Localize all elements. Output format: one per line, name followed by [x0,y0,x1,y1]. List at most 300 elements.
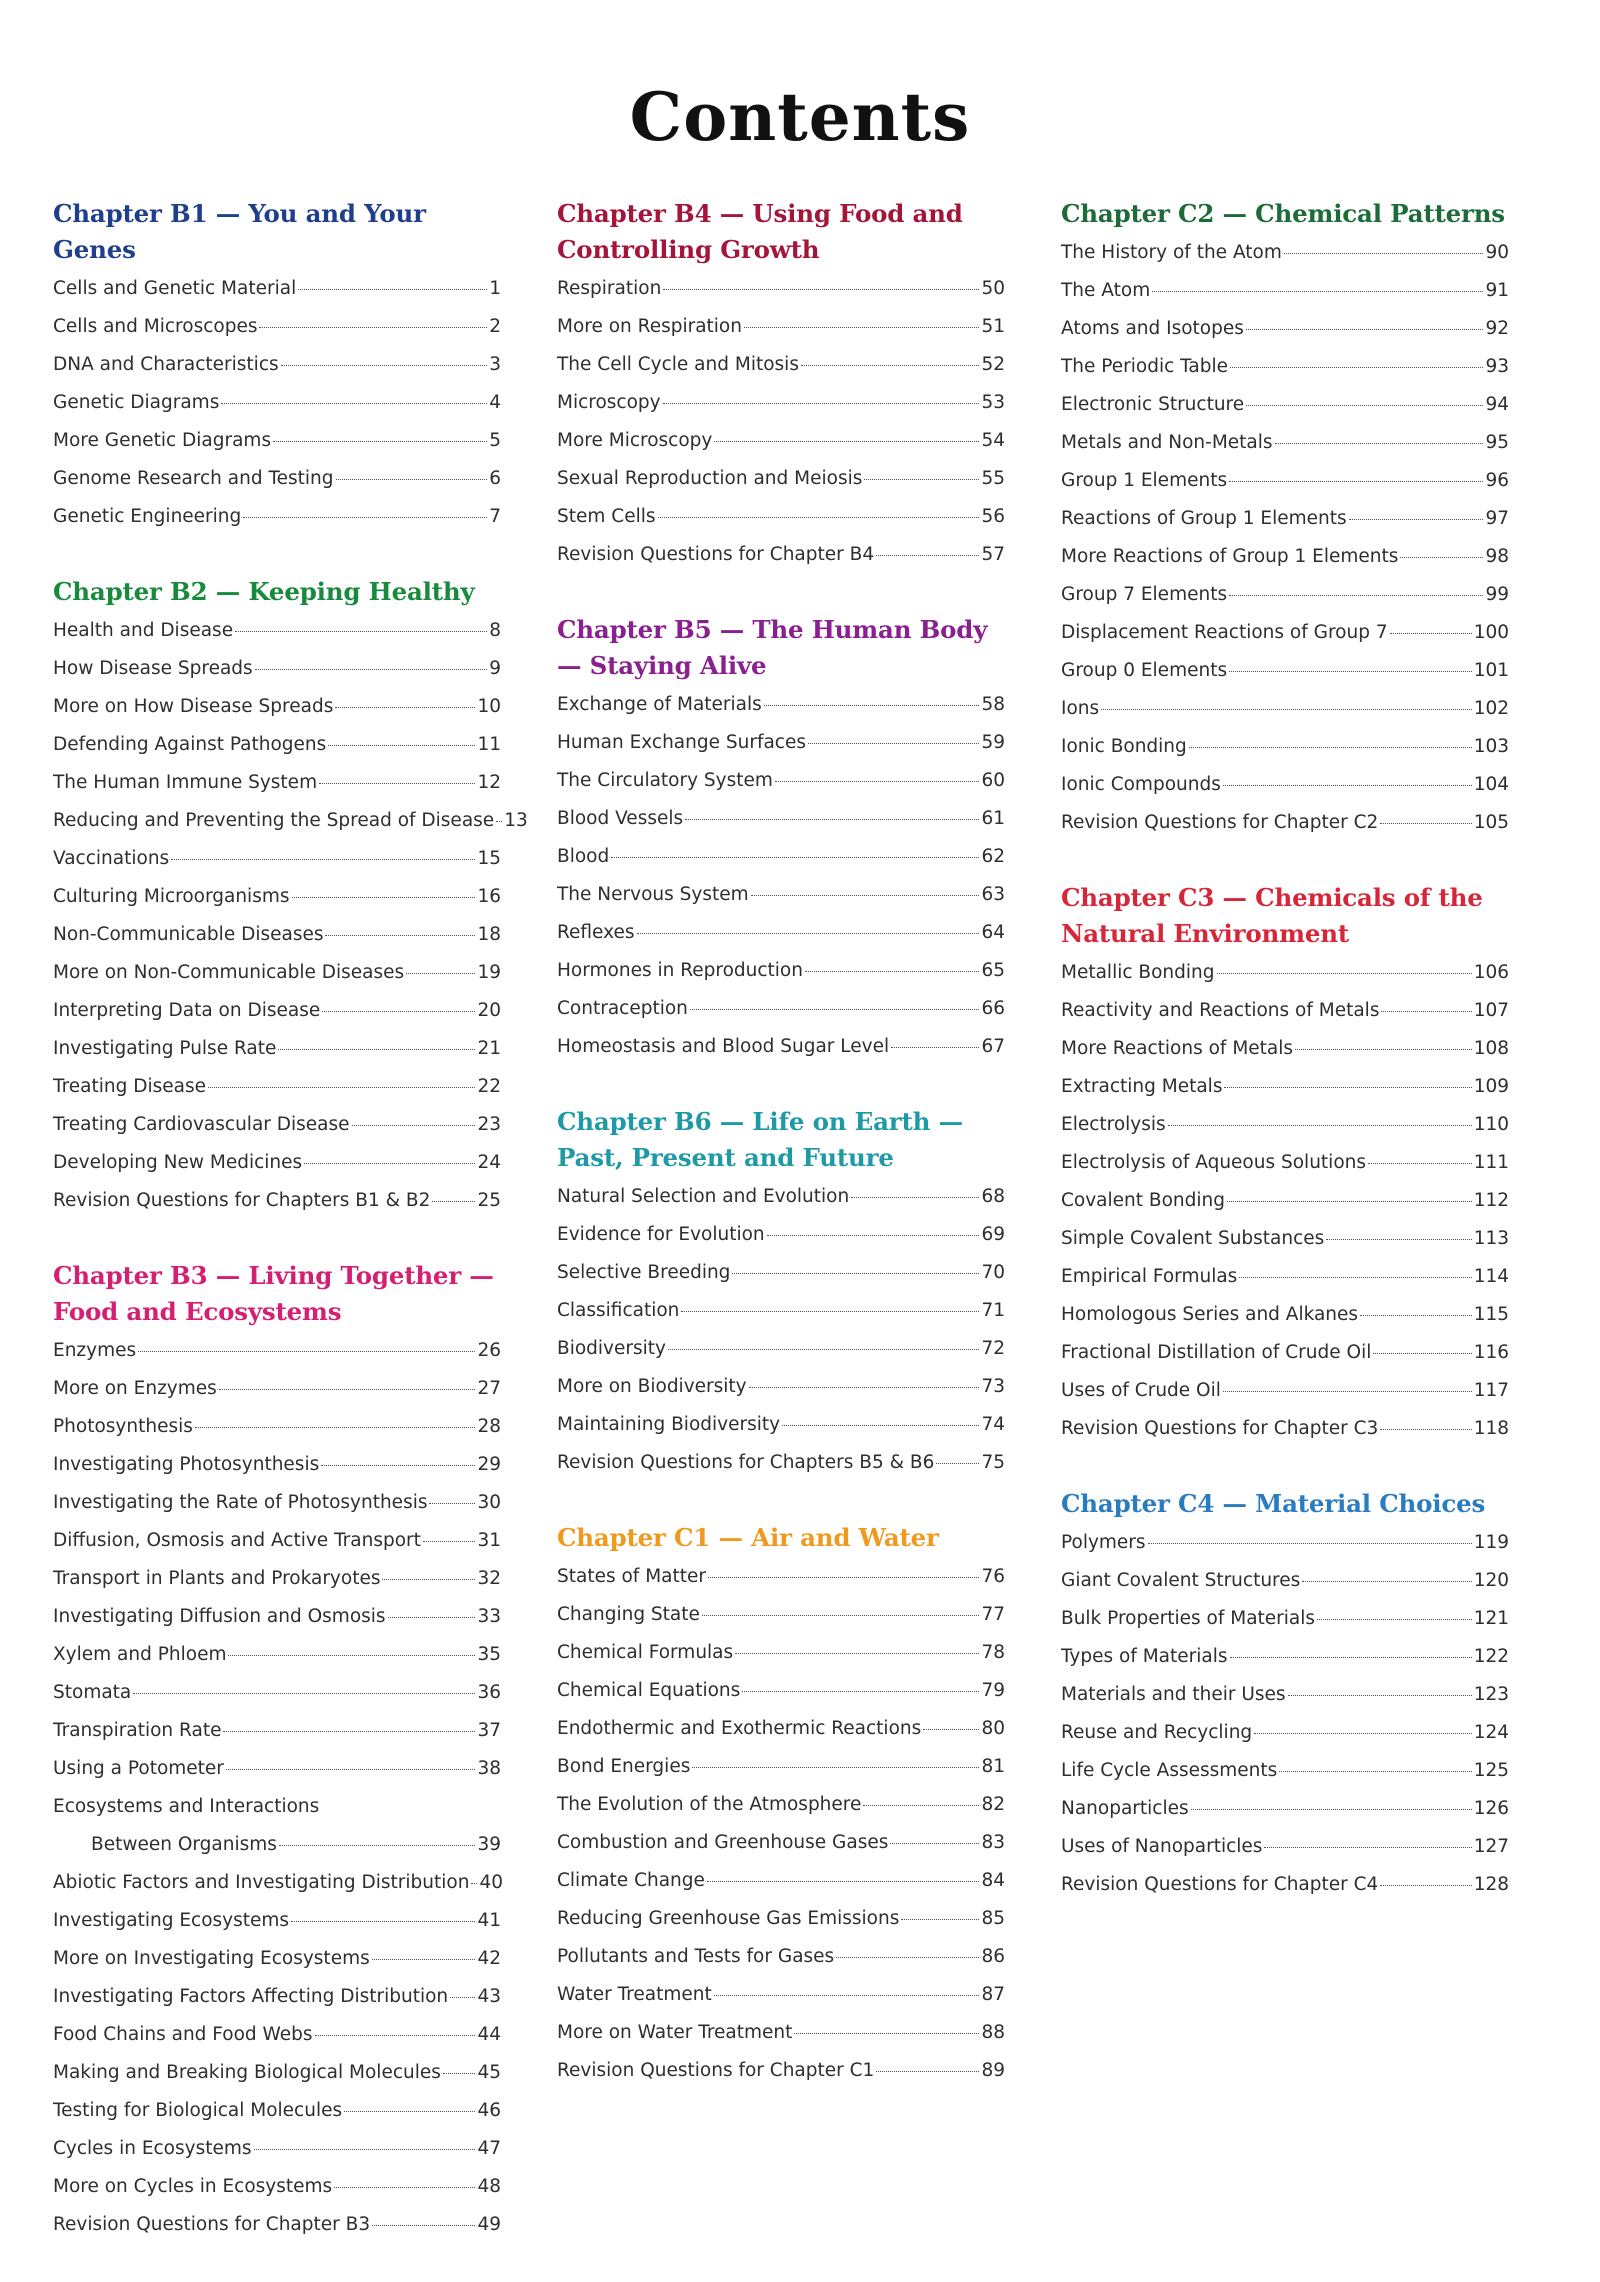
toc-entry-page: 77 [981,1604,1005,1625]
dot-leader [685,819,979,820]
toc-entry-title: Types of Materials [1061,1646,1228,1667]
toc-entry-page: 10 [477,696,501,717]
toc-entry[interactable] [557,1444,1005,1482]
dot-leader [1284,253,1484,254]
toc-entry-title: Covalent Bonding [1061,1190,1225,1211]
toc-entry[interactable] [1061,1562,1509,1600]
dot-leader [775,781,980,782]
toc-entry-title: Genome Research and Testing [53,468,334,489]
dot-leader [1223,785,1472,786]
page-title: Contents [629,78,971,156]
dot-leader [1368,1163,1472,1164]
toc-entry[interactable] [53,1446,501,1484]
toc-entry[interactable] [1061,1144,1509,1182]
toc-entry[interactable] [1061,1714,1509,1752]
toc-entry-page: 78 [981,1642,1005,1663]
dot-leader [1148,1543,1472,1544]
toc-entry[interactable] [1061,992,1509,1030]
toc-entry[interactable] [557,498,1005,536]
toc-entry[interactable] [53,1182,501,1220]
toc-entry[interactable] [53,1674,501,1712]
dot-leader [1360,1315,1472,1316]
toc-entry-page: 15 [477,848,501,869]
dot-leader [836,1957,979,1958]
toc-entry-title: Interpreting Data on Disease [53,1000,321,1021]
chapter-section [53,196,501,536]
toc-entry[interactable] [53,460,501,498]
dot-leader [923,1729,979,1730]
dot-leader [336,479,488,480]
toc-entry[interactable] [557,762,1005,800]
toc-entry[interactable] [557,422,1005,460]
toc-entry-page: 61 [981,808,1005,829]
toc-entry[interactable] [53,688,501,726]
toc-entry-page: 58 [981,694,1005,715]
toc-entry[interactable] [53,1788,501,1826]
toc-entry[interactable] [1061,1866,1509,1904]
toc-entry[interactable] [53,1408,501,1446]
toc-entry[interactable] [1061,1676,1509,1714]
toc-entry-title: Treating Cardiovascular Disease [53,1114,350,1135]
dot-leader [496,821,502,822]
toc-entry[interactable] [1061,1752,1509,1790]
dot-leader [372,1959,476,1960]
toc-entry[interactable] [53,2130,501,2168]
toc-entry[interactable] [53,1370,501,1408]
toc-entry[interactable] [53,270,501,308]
toc-entry[interactable] [1061,614,1509,652]
toc-entry[interactable] [53,1864,501,1902]
toc-entry[interactable] [1061,766,1509,804]
toc-entry[interactable] [53,954,501,992]
toc-entry[interactable] [53,2206,501,2244]
toc-entry[interactable] [1061,1106,1509,1144]
toc-entry-title: The Evolution of the Atmosphere [557,1794,862,1815]
toc-entry[interactable] [53,2054,501,2092]
toc-entry[interactable] [53,2168,501,2206]
toc-entry[interactable] [1061,1372,1509,1410]
toc-entry[interactable] [53,384,501,422]
dot-leader [1288,1695,1472,1696]
dot-leader [254,2149,476,2150]
toc-entry[interactable] [53,1712,501,1750]
toc-entry[interactable] [1061,1220,1509,1258]
toc-entry-page: 65 [981,960,1005,981]
toc-entry-title: Reactivity and Reactions of Metals [1061,1000,1380,1021]
toc-entry-title: Ionic Compounds [1061,774,1221,795]
toc-entry[interactable] [53,1940,501,1978]
toc-entry-page: 66 [981,998,1005,1019]
toc-entry-page: 41 [477,1910,501,1931]
toc-entry[interactable] [53,2016,501,2054]
dot-leader [876,555,979,556]
toc-entry-title: Metals and Non-Metals [1061,432,1273,453]
toc-entry-title: Selective Breeding [557,1262,731,1283]
toc-entry-title: Non-Communicable Diseases [53,924,324,945]
dot-leader [714,441,979,442]
toc-entry[interactable] [1061,652,1509,690]
toc-entry[interactable] [1061,1030,1509,1068]
toc-entry-title: Health and Disease [53,620,234,641]
toc-entry[interactable] [557,876,1005,914]
toc-entry[interactable] [53,612,501,650]
toc-entry-page: 47 [477,2138,501,2159]
dot-leader [292,897,476,898]
toc-entry-page: 97 [1485,508,1509,529]
dot-leader [681,1311,979,1312]
dot-leader [1380,1885,1471,1886]
toc-entry[interactable] [1061,234,1509,272]
dot-leader [851,1197,979,1198]
dot-leader [281,365,488,366]
toc-entry[interactable] [53,1332,501,1370]
toc-entry[interactable] [53,802,528,840]
toc-entry[interactable] [557,1216,1005,1254]
toc-entry[interactable] [557,1900,1005,1938]
toc-entry[interactable] [1061,1296,1509,1334]
toc-entry[interactable] [1061,462,1509,500]
toc-entry[interactable] [1061,1068,1509,1106]
toc-entry-title: More on Biodiversity [557,1376,747,1397]
toc-entry-title: Ecosystems and Interactions [53,1796,320,1817]
toc-entry[interactable] [53,1106,501,1144]
toc-entry-title: Investigating Ecosystems [53,1910,290,1931]
toc-entry-title: Life Cycle Assessments [1061,1760,1278,1781]
toc-entry[interactable] [53,1826,501,1864]
toc-entry-page: 56 [981,506,1005,527]
toc-entry-title: The History of the Atom [1061,242,1282,263]
dot-leader [278,1049,475,1050]
toc-entry[interactable] [53,1068,501,1106]
toc-entry-page: 62 [981,846,1005,867]
toc-entry-page: 69 [981,1224,1005,1245]
dot-leader [133,1693,475,1694]
toc-entry[interactable] [1061,1410,1509,1448]
toc-entry-page: 35 [477,1644,501,1665]
toc-entry[interactable] [1061,310,1509,348]
toc-entry-title: Investigating Pulse Rate [53,1038,277,1059]
toc-entry[interactable] [557,1558,1005,1596]
toc-entry-page: 113 [1473,1228,1509,1249]
toc-entry[interactable] [53,1560,501,1598]
toc-entry[interactable] [557,1786,1005,1824]
toc-entry-title: Fractional Distillation of Crude Oil [1061,1342,1372,1363]
toc-entry-title: The Periodic Table [1061,356,1229,377]
toc-entry-page: 50 [981,278,1005,299]
dot-leader [1302,1581,1471,1582]
dot-leader [328,745,475,746]
toc-entry-title: More Reactions of Group 1 Elements [1061,546,1399,567]
toc-entry-title: Reducing Greenhouse Gas Emissions [557,1908,900,1929]
chapter-section [557,1104,1005,1482]
toc-entry[interactable] [1061,804,1509,842]
toc-entry-title: Extracting Metals [1061,1076,1223,1097]
toc-entry[interactable] [557,1824,1005,1862]
toc-entry-title: Revision Questions for Chapter C4 [1061,1874,1379,1895]
toc-entry[interactable] [557,1596,1005,1634]
dot-leader [138,1351,475,1352]
toc-entry-page: 33 [477,1606,501,1627]
toc-entry-page: 101 [1473,660,1509,681]
toc-entry-page: 95 [1485,432,1509,453]
toc-entry[interactable] [1061,1334,1509,1372]
toc-entry[interactable] [557,1938,1005,1976]
dot-leader [767,1235,980,1236]
toc-entry[interactable] [1061,728,1509,766]
toc-entry-page: 22 [477,1076,501,1097]
toc-entry[interactable] [557,346,1005,384]
chapter-heading [557,1520,1005,1556]
toc-entry[interactable] [53,308,501,346]
toc-entry[interactable] [557,384,1005,422]
toc-entry[interactable] [557,1748,1005,1786]
dot-leader [1400,557,1483,558]
chapter-heading-line: Chapter C3 — Chemicals of the [1061,883,1483,912]
toc-entry-page: 19 [477,962,501,983]
toc-entry[interactable] [557,460,1005,498]
toc-entry[interactable] [557,1178,1005,1216]
toc-entry-page: 68 [981,1186,1005,1207]
toc-entry[interactable] [1061,1524,1509,1562]
toc-entry[interactable] [557,724,1005,762]
toc-entry[interactable] [557,1368,1005,1406]
toc-entry-title: Stomata [53,1682,132,1703]
toc-entry-page: 27 [477,1378,501,1399]
toc-entry-title: Electrolysis of Aqueous Solutions [1061,1152,1366,1173]
toc-entry-title: Treating Disease [53,1076,207,1097]
toc-entry[interactable] [557,1976,1005,2014]
toc-entry-page: 8 [489,620,501,641]
toc-entry[interactable] [557,914,1005,952]
toc-entry[interactable] [53,650,501,688]
toc-entry-title: Enzymes [53,1340,137,1361]
toc-entry[interactable] [1061,1258,1509,1296]
dot-leader [1295,1049,1472,1050]
toc-entry[interactable] [1061,500,1509,538]
toc-entry-title: Food Chains and Food Webs [53,2024,313,2045]
chapter-section [1061,1486,1509,1904]
dot-leader [352,1125,476,1126]
toc-entry-page: 11 [477,734,501,755]
toc-entry-title: More Reactions of Metals [1061,1038,1294,1059]
toc-entry[interactable] [557,686,1005,724]
toc-entry[interactable] [53,1598,501,1636]
toc-entry-page: 67 [981,1036,1005,1057]
dot-leader [1246,329,1484,330]
dot-leader [764,705,980,706]
toc-entry[interactable] [53,726,501,764]
chapter-section [557,612,1005,1066]
toc-entry-title: Diffusion, Osmosis and Active Transport [53,1530,421,1551]
toc-entry[interactable] [1061,1182,1509,1220]
toc-entry[interactable] [1061,954,1509,992]
toc-entry-page: 127 [1473,1836,1509,1857]
toc-entry[interactable] [1061,1790,1509,1828]
dot-leader [805,971,979,972]
chapter-heading-line: Chapter B2 — Keeping Healthy [53,577,475,606]
chapter-heading [53,196,501,268]
toc-entry-title: Changing State [557,1604,700,1625]
toc-entry-title: Revision Questions for Chapters B1 & B2 [53,1190,431,1211]
dot-leader [890,1843,979,1844]
toc-entry-page: 84 [981,1870,1005,1891]
dot-leader [1189,747,1472,748]
dot-leader [668,1349,980,1350]
toc-entry-title: Sexual Reproduction and Meiosis [557,468,863,489]
toc-entry[interactable] [53,764,501,802]
toc-entry[interactable] [53,916,501,954]
toc-entry-title: Metallic Bonding [1061,962,1215,983]
toc-entry[interactable] [1061,576,1509,614]
toc-entry[interactable] [557,2014,1005,2052]
toc-entry[interactable] [53,1750,501,1788]
dot-leader [658,517,980,518]
toc-entry[interactable] [1061,1828,1509,1866]
toc-entry[interactable] [1061,538,1509,576]
toc-entry-page: 82 [981,1794,1005,1815]
dot-leader [432,1201,475,1202]
toc-entry[interactable] [1061,1638,1509,1676]
toc-entry-page: 64 [981,922,1005,943]
toc-entry[interactable] [557,1634,1005,1672]
toc-entry-title: More Genetic Diagrams [53,430,272,451]
toc-entry-title: Displacement Reactions of Group 7 [1061,622,1388,643]
toc-entry-title: DNA and Characteristics [53,354,279,375]
dot-leader [219,1389,476,1390]
dot-leader [382,1579,475,1580]
toc-entry[interactable] [557,308,1005,346]
toc-entry-title: More on Investigating Ecosystems [53,1948,370,1969]
dot-leader [429,1503,475,1504]
chapter-heading [557,1104,1005,1176]
toc-entry[interactable] [1061,348,1509,386]
toc-entry[interactable] [557,1254,1005,1292]
toc-entry-title: Electrolysis [1061,1114,1166,1135]
chapter-section [1061,880,1509,1448]
toc-entry[interactable] [557,1330,1005,1368]
chapter-heading [557,612,1005,684]
dot-leader [319,783,475,784]
toc-entry-page: 76 [981,1566,1005,1587]
toc-entry-title: Investigating Diffusion and Osmosis [53,1606,386,1627]
toc-entry[interactable] [53,992,501,1030]
toc-entry[interactable] [557,2052,1005,2090]
toc-entry[interactable] [53,840,501,878]
toc-entry[interactable] [53,878,501,916]
toc-entry[interactable] [557,800,1005,838]
dot-leader [259,327,487,328]
toc-entry-page: 71 [981,1300,1005,1321]
toc-entry[interactable] [557,1710,1005,1748]
toc-entry[interactable] [1061,424,1509,462]
toc-entry[interactable] [557,990,1005,1028]
dot-leader [298,289,487,290]
chapter-heading [53,1258,501,1330]
toc-entry-page: 80 [981,1718,1005,1739]
dot-leader [388,1617,476,1618]
toc-entry-page: 37 [477,1720,501,1741]
toc-entry[interactable] [53,1978,501,2016]
toc-entry[interactable] [53,346,501,384]
toc-entry-page: 51 [981,316,1005,337]
toc-entry[interactable] [53,422,501,460]
chapter-heading-line: Chapter B6 — Life on Earth — [557,1107,963,1136]
dot-leader [1317,1619,1472,1620]
toc-entry-title: Human Exchange Surfaces [557,732,806,753]
toc-entry-title: Using a Potometer [53,1758,224,1779]
toc-entry[interactable] [53,2092,501,2130]
toc-entry-page: 91 [1485,280,1509,301]
toc-entry[interactable] [1061,690,1509,728]
dot-leader [663,403,980,404]
toc-entry[interactable] [1061,272,1509,310]
toc-entry[interactable] [557,1406,1005,1444]
dot-leader [1254,1733,1472,1734]
toc-entry-title: Blood Vessels [557,808,684,829]
toc-entry-page: 63 [981,884,1005,905]
toc-entry-page: 90 [1485,242,1509,263]
toc-entry[interactable] [557,1292,1005,1330]
dot-leader [611,857,979,858]
toc-entry[interactable] [557,1672,1005,1710]
toc-entry[interactable] [1061,1600,1509,1638]
toc-entry-title: More on Non-Communicable Diseases [53,962,405,983]
toc-entry-page: 92 [1485,318,1509,339]
dot-leader [1275,443,1484,444]
toc-entry[interactable] [557,1028,1005,1066]
toc-entry[interactable] [557,838,1005,876]
toc-entry-title: Materials and their Uses [1061,1684,1286,1705]
toc-entry-title: Revision Questions for Chapters B5 & B6 [557,1452,935,1473]
toc-entry[interactable] [53,1030,501,1068]
toc-entry-title: Evidence for Evolution [557,1224,765,1245]
dot-leader [255,669,488,670]
toc-entry-page: 110 [1473,1114,1509,1135]
contents-column-2 [557,196,1005,2128]
toc-entry-title: Testing for Biological Molecules [53,2100,343,2121]
dot-leader [863,1805,979,1806]
toc-entry[interactable] [557,952,1005,990]
toc-entry[interactable] [557,536,1005,574]
toc-entry[interactable] [53,1636,501,1674]
toc-entry[interactable] [557,270,1005,308]
toc-entry[interactable] [1061,386,1509,424]
toc-entry-page: 9 [489,658,501,679]
chapter-heading-line: Chapter B4 — Using Food and [557,199,963,228]
toc-entry-page: 107 [1473,1000,1509,1021]
toc-entry-page: 52 [981,354,1005,375]
toc-entry-title: Abiotic Factors and Investigating Distribution [53,1872,470,1893]
toc-entry[interactable] [53,1144,501,1182]
dot-leader [876,2071,979,2072]
toc-entry-page: 2 [489,316,501,337]
toc-entry-title: Chemical Formulas [557,1642,734,1663]
dot-leader [1373,1353,1471,1354]
toc-entry[interactable] [53,1902,501,1940]
toc-entry[interactable] [53,498,501,536]
dot-leader [1230,1657,1472,1658]
toc-entry-title: Cells and Genetic Material [53,278,297,299]
toc-entry[interactable] [53,1484,501,1522]
toc-entry-page: 109 [1473,1076,1509,1097]
dot-leader [714,1995,980,1996]
dot-leader [692,1767,979,1768]
toc-entry-title: Biodiversity [557,1338,666,1359]
toc-entry[interactable] [557,1862,1005,1900]
toc-entry[interactable] [53,1522,501,1560]
toc-entry-title: Revision Questions for Chapter B3 [53,2214,371,2235]
dot-leader [751,895,980,896]
